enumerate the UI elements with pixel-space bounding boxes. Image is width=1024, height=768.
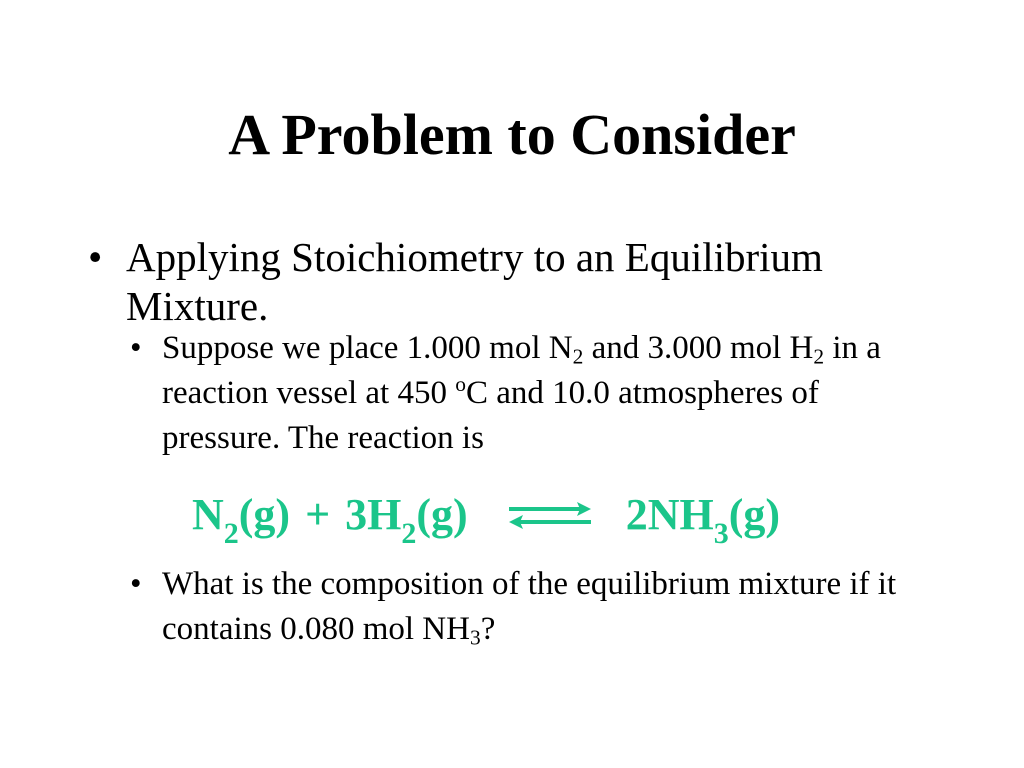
bullet-marker: • bbox=[130, 330, 142, 366]
plus-sign: + bbox=[305, 490, 331, 539]
bullet-marker: • bbox=[130, 566, 142, 602]
main-bullet-text: Applying Stoichiometry to an Equilibrium Mixture. bbox=[126, 234, 823, 329]
chemical-equation bbox=[192, 485, 780, 555]
equilibrium-arrows-icon bbox=[507, 500, 593, 530]
slide-title: A Problem to Consider bbox=[228, 102, 796, 167]
sub-bullet-setup bbox=[130, 326, 930, 461]
bullet-marker: • bbox=[88, 234, 103, 280]
sub-bullet-setup-text: Suppose we place 1.000 mol $N_2$ and 3.000 mol $H_2$ in a reaction vessel at 450 $^o$C and 10.0 atmospheres of pressure. The reaction is bbox=[162, 330, 881, 456]
product-nh3: 2NH3(g) bbox=[625, 490, 781, 550]
sub-bullet-question bbox=[130, 562, 930, 652]
main-bullet bbox=[88, 233, 948, 331]
sub-bullet-question-text: What is the composition of the equilibrium mixture if it contains 0.080 mol $NH_3$? bbox=[162, 566, 897, 650]
reactant-n2: N2(g) bbox=[192, 490, 291, 550]
reactant-h2: 3H2(g) bbox=[345, 490, 468, 550]
